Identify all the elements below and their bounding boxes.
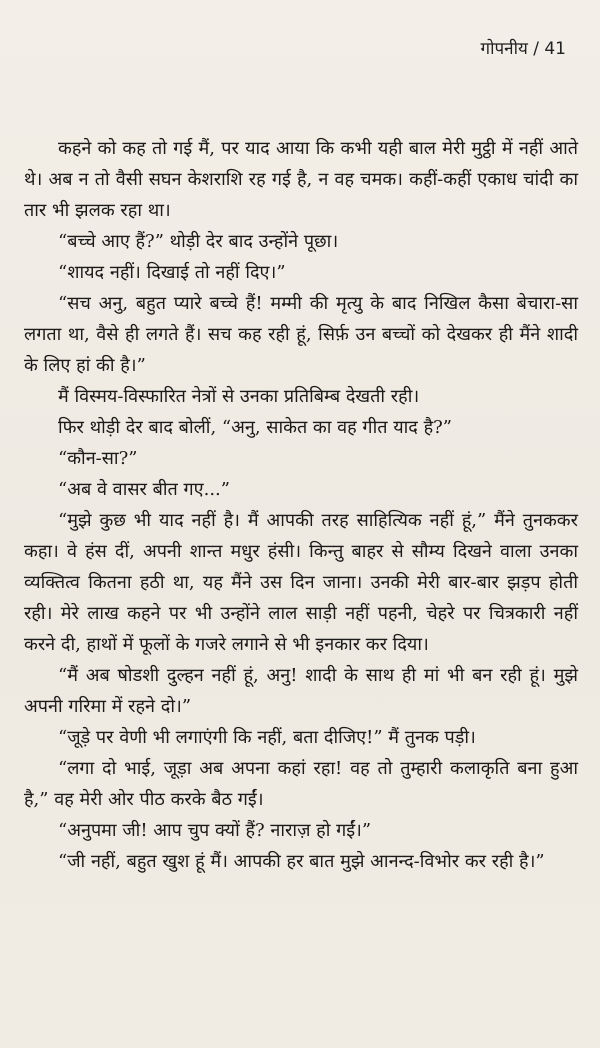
paragraph: “सच अनु, बहुत प्यारे बच्चे हैं! मम्मी की मृत्यु के बाद निखिल कैसा बेचारा-सा लगता था, वैसे ही लगते हैं। सच कह रही हूं, सिर्फ़ उन बच्चों को देखकर ही मैंने शादी के लिए हां की है।” [24,293,578,376]
paragraph: “जूड़े पर वेणी भी लगाएंगी कि नहीं, बता दीजिए!” मैं तुनक पड़ी। [58,727,476,748]
paragraph: फिर थोड़ी देर बाद बोलीं, “अनु, साकेत का वह गीत याद है?” [58,417,452,438]
paragraph: “मैं अब षोडशी दुल्हन नहीं हूं, अनु! शादी के साथ ही मां भी बन रही हूं। मुझे अपनी गरिमा में रहने दो।” [24,665,578,717]
paragraph: “अनुपमा जी! आप चुप क्यों हैं? नाराज़ हो गईं।” [58,820,372,841]
paragraph: कहने को कह तो गई मैं, पर याद आया कि कभी यही बाल मेरी मुट्ठी में नहीं आते थे। अब न तो वैसी सघन केशराशि रह गई है, न वह चमक। कहीं-कहीं एकाध चांदी का तार भी झलक रहा था। [24,138,578,221]
paragraph: “लगा दो भाई, जूड़ा अब अपना कहां रहा! वह तो तुम्हारी कलाकृति बना हुआ है,” वह मेरी ओर पीठ करके बैठ गईं। [24,758,578,810]
page-body [24,133,578,877]
paragraph: मैं विस्मय-विस्फारित नेत्रों से उनका प्रतिबिम्ब देखती रही। [58,386,420,407]
paragraph: “जी नहीं, बहुत खुश हूं मैं। आपकी हर बात मुझे आनन्द-विभोर कर रही है।” [58,851,545,872]
paragraph: “मुझे कुछ भी याद नहीं है। मैं आपकी तरह साहित्यिक नहीं हूं,” मैंने तुनककर कहा। वे हंस दीं, अपनी शान्त मधुर हंसी। किन्तु बाहर से सौम्य दिखने वाला उनका व्यक्तित्व कितना हठी था, यह मैंने उस दिन जाना। उनकी मेरी बार-बार झड़प होती रही। मेरे लाख कहने पर भी उन्होंने लाल साड़ी नहीं पहनी, चेहरे पर चित्रकारी नहीं करने दी, हाथों में फूलों के गजरे लगाने से भी इनकार कर दिया। [24,510,578,655]
paragraph: “अब वे वासर बीत गए...” [58,479,230,500]
paragraph: “बच्चे आए हैं?” थोड़ी देर बाद उन्होंने पूछा। [58,231,339,252]
paragraph: “कौन-सा?” [58,448,138,469]
running-header: गोपनीय / 41 [480,39,566,59]
paragraph: “शायद नहीं। दिखाई तो नहीं दिए।” [58,262,286,283]
